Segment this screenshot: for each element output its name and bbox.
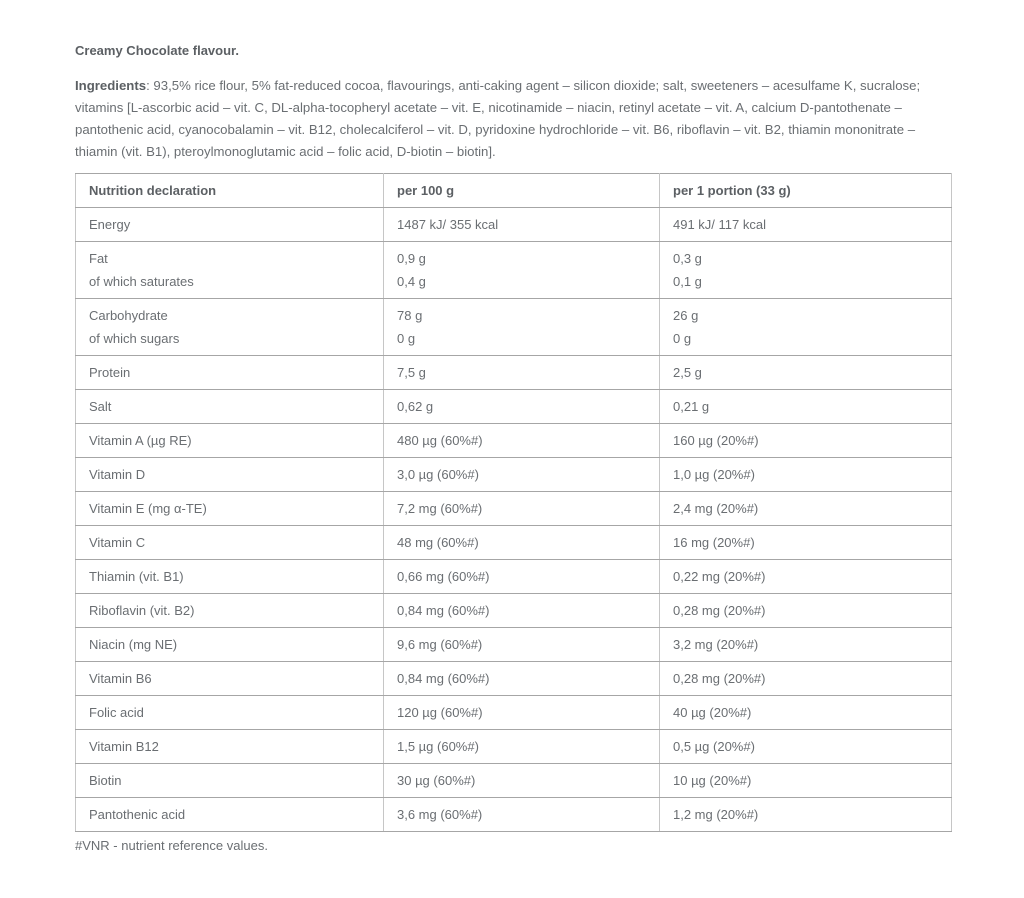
cell-text: 1,2 mg (20%#) [673, 807, 759, 822]
cell-text: Folic acid [89, 705, 144, 720]
cell-text: 7,5 g [397, 365, 426, 380]
cell-text: 2,4 mg (20%#) [673, 501, 759, 516]
nutrient-name-cell [76, 696, 384, 730]
cell-text: 0,5 µg (20%#) [673, 739, 755, 754]
cell-text: Fat [89, 251, 108, 266]
per-100g-value-cell [384, 424, 660, 458]
cell-text: 0,28 mg (20%#) [673, 671, 766, 686]
cell-text: Vitamin E (mg α-TE) [89, 501, 207, 516]
cell-text: 0,62 g [397, 399, 434, 414]
per-portion-value-cell [660, 628, 952, 662]
cell-text: 0 g [397, 331, 416, 346]
header-per-portion: per 1 portion (33 g) [660, 174, 952, 208]
row-protein [76, 356, 952, 390]
cell-text: Biotin [89, 773, 122, 788]
nutrient-name-cell [76, 424, 384, 458]
cell-text: 3,0 µg (60%#) [397, 467, 479, 482]
nutrient-name-cell [76, 492, 384, 526]
cell-text: 1,0 µg (20%#) [673, 467, 755, 482]
flavour-heading: Creamy Chocolate flavour. [75, 43, 239, 58]
cell-text: 0 g [673, 331, 692, 346]
row-pantothenic-acid [76, 798, 952, 832]
nutrient-name-cell [76, 526, 384, 560]
header-per-100g: per 100 g [384, 174, 660, 208]
cell-text: 1,5 µg (60%#) [397, 739, 479, 754]
row-biotin [76, 764, 952, 798]
per-portion-value-cell [660, 764, 952, 798]
cell-text: Vitamin B6 [89, 671, 152, 686]
vnr-footnote: #VNR - nutrient reference values. [75, 838, 268, 853]
cell-text: Vitamin D [89, 467, 146, 482]
cell-text: 0,84 mg (60%#) [397, 603, 490, 618]
per-100g-value-cell [384, 730, 660, 764]
cell-text: 10 µg (20%#) [673, 773, 752, 788]
cell-text: Vitamin C [89, 535, 146, 550]
per-portion-value-cell [660, 696, 952, 730]
row-vitamin-e-mg-te [76, 492, 952, 526]
cell-text: Protein [89, 365, 131, 380]
cell-text: Niacin (mg NE) [89, 637, 178, 652]
cell-text: 7,2 mg (60%#) [397, 501, 483, 516]
cell-text: 0,3 g [673, 251, 702, 266]
per-portion-value-cell [660, 798, 952, 832]
row-vitamin-d [76, 458, 952, 492]
nutrient-name-cell [76, 208, 384, 242]
cell-text: Riboflavin (vit. B2) [89, 603, 195, 618]
nutrient-name-cell [76, 299, 384, 356]
per-100g-value-cell [384, 242, 660, 299]
row-vitamin-c [76, 526, 952, 560]
cell-text: 1487 kJ/ 355 kcal [397, 217, 499, 232]
nutrient-name-cell [76, 458, 384, 492]
per-portion-value-cell [660, 730, 952, 764]
cell-text: Salt [89, 399, 112, 414]
cell-text: Pantothenic acid [89, 807, 186, 822]
per-100g-value-cell [384, 526, 660, 560]
cell-text: Thiamin (vit. B1) [89, 569, 184, 584]
row-vitamin-a-g-re [76, 424, 952, 458]
nutrition-table-header-row [76, 174, 952, 208]
row-vitamin-b6 [76, 662, 952, 696]
nutrient-name-cell [76, 356, 384, 390]
per-portion-value-cell [660, 526, 952, 560]
cell-text: 9,6 mg (60%#) [397, 637, 483, 652]
cell-text: of which sugars [89, 331, 180, 346]
cell-text: 78 g [397, 308, 423, 323]
cell-text: 0,66 mg (60%#) [397, 569, 490, 584]
per-portion-value-cell [660, 458, 952, 492]
per-portion-value-cell [660, 560, 952, 594]
row-riboflavin-vit-b2 [76, 594, 952, 628]
per-100g-value-cell [384, 299, 660, 356]
cell-text: Vitamin A (µg RE) [89, 433, 192, 448]
row-fat [76, 242, 952, 299]
cell-text: 48 mg (60%#) [397, 535, 479, 550]
nutrition-table [75, 173, 952, 832]
cell-text: 3,2 mg (20%#) [673, 637, 759, 652]
row-vitamin-b12 [76, 730, 952, 764]
per-portion-value-cell [660, 390, 952, 424]
cell-text: 40 µg (20%#) [673, 705, 752, 720]
per-100g-value-cell [384, 696, 660, 730]
cell-text: 0,22 mg (20%#) [673, 569, 766, 584]
per-portion-value-cell [660, 594, 952, 628]
per-100g-value-cell [384, 628, 660, 662]
row-niacin-mg-ne [76, 628, 952, 662]
cell-text: 16 mg (20%#) [673, 535, 755, 550]
cell-text: Vitamin B12 [89, 739, 159, 754]
cell-text: 0,1 g [673, 274, 702, 289]
nutrient-name-cell [76, 390, 384, 424]
nutrient-name-cell [76, 628, 384, 662]
ingredients-text: : 93,5% rice flour, 5% fat-reduced cocoa, flavourings, anti-caking agent – silicon dioxide; salt, sweeteners – acesulfame K, sucralose; vitamins [L-ascorbic acid – vit. C, DL-alpha-tocopheryl acetate – vit. E, nicotinamide – niacin, retinyl acetate – vit. A, calcium D-pantothenate – pantothenic acid, cyanocobalamin – vit. B12, cholecalciferol – vit. D, pyridoxine hydrochloride – vit. B6, riboflavin – vit. B2, thiamin mononitrate – thiamin (vit. B1), pteroylmonoglutamic acid – folic acid, D-biotin – biotin]. [75, 78, 921, 159]
row-thiamin-vit-b1 [76, 560, 952, 594]
cell-text: 0,9 g [397, 251, 426, 266]
cell-text: 491 kJ/ 117 kcal [673, 217, 766, 232]
nutrition-table-body [76, 208, 952, 832]
cell-text: 480 µg (60%#) [397, 433, 483, 448]
cell-text: 30 µg (60%#) [397, 773, 476, 788]
per-portion-value-cell [660, 208, 952, 242]
cell-text: 0,4 g [397, 274, 426, 289]
nutrient-name-cell [76, 798, 384, 832]
ingredients-label: Ingredients [75, 78, 147, 93]
cell-text: Energy [89, 217, 131, 232]
ingredients-paragraph [75, 75, 951, 163]
per-100g-value-cell [384, 208, 660, 242]
per-100g-value-cell [384, 764, 660, 798]
cell-text: 3,6 mg (60%#) [397, 807, 483, 822]
cell-text: 0,28 mg (20%#) [673, 603, 766, 618]
cell-text: 26 g [673, 308, 699, 323]
per-100g-value-cell [384, 594, 660, 628]
per-100g-value-cell [384, 492, 660, 526]
nutrient-name-cell [76, 242, 384, 299]
nutrient-name-cell [76, 662, 384, 696]
row-folic-acid [76, 696, 952, 730]
cell-text: 160 µg (20%#) [673, 433, 759, 448]
per-100g-value-cell [384, 458, 660, 492]
per-portion-value-cell [660, 662, 952, 696]
cell-text: Carbohydrate [89, 308, 168, 323]
nutrient-name-cell [76, 594, 384, 628]
per-100g-value-cell [384, 390, 660, 424]
per-100g-value-cell [384, 798, 660, 832]
per-100g-value-cell [384, 356, 660, 390]
per-portion-value-cell [660, 299, 952, 356]
per-100g-value-cell [384, 560, 660, 594]
row-salt [76, 390, 952, 424]
per-portion-value-cell [660, 424, 952, 458]
cell-text: 120 µg (60%#) [397, 705, 483, 720]
nutrient-name-cell [76, 730, 384, 764]
nutrient-name-cell [76, 764, 384, 798]
per-portion-value-cell [660, 492, 952, 526]
cell-text: of which saturates [89, 274, 194, 289]
cell-text: 0,84 mg (60%#) [397, 671, 490, 686]
cell-text: 0,21 g [673, 399, 710, 414]
row-energy [76, 208, 952, 242]
cell-text: 2,5 g [673, 365, 702, 380]
row-carbohydrate [76, 299, 952, 356]
header-nutrition-declaration: Nutrition declaration [76, 174, 384, 208]
per-portion-value-cell [660, 356, 952, 390]
nutrient-name-cell [76, 560, 384, 594]
per-portion-value-cell [660, 242, 952, 299]
per-100g-value-cell [384, 662, 660, 696]
